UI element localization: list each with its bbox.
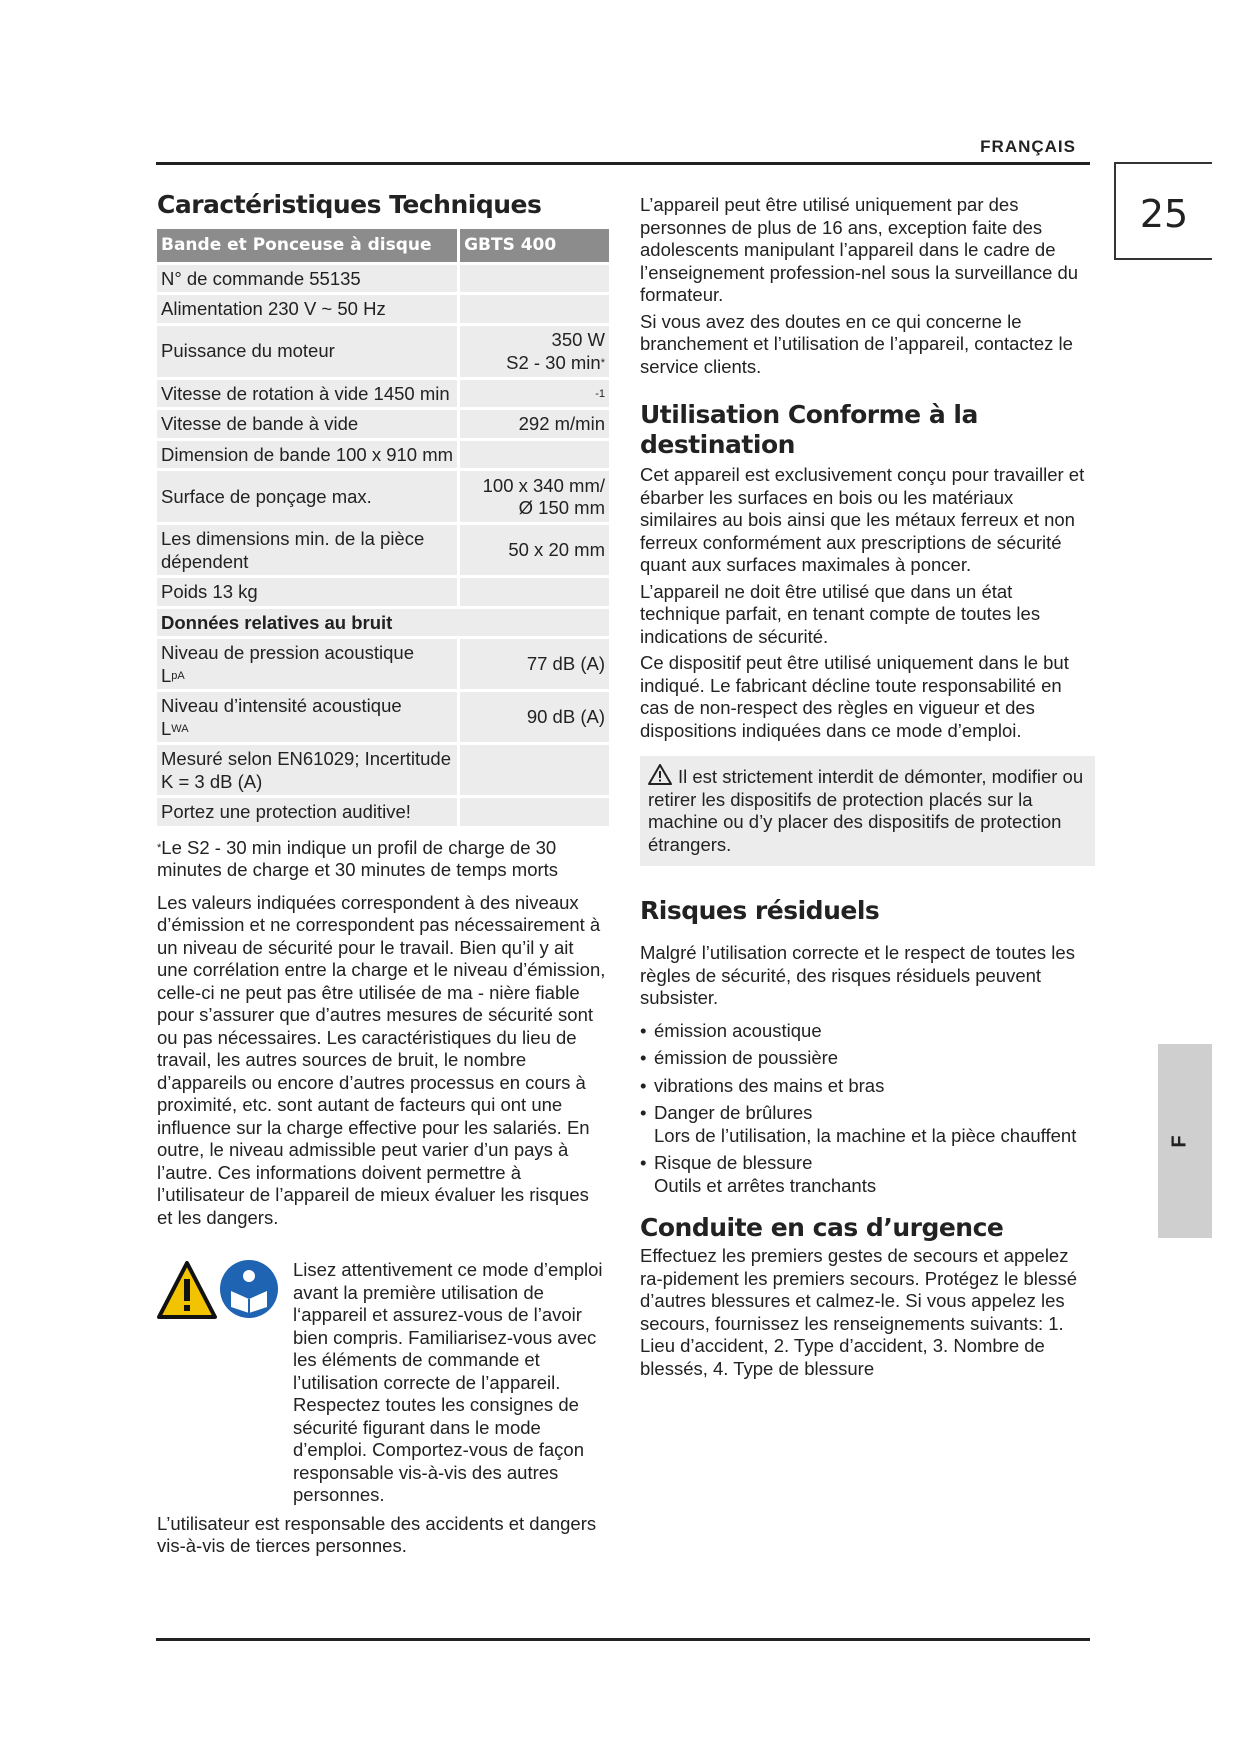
spec-label: Poids 13 kg <box>157 578 460 609</box>
table-section-row <box>157 609 609 640</box>
residual-risks-title: Risques résiduels <box>640 896 880 925</box>
spec-label: Surface de ponçage max. <box>157 471 460 525</box>
table-row <box>157 295 609 326</box>
spec-label: Alimentation 230 V ~ 50 Hz <box>157 295 460 326</box>
spec-value <box>460 380 609 411</box>
spec-value-line: 100 x 340 mm/ <box>482 474 605 496</box>
spec-value: 77 dB (A) <box>460 639 609 692</box>
spec-value: 292 m/min <box>460 410 609 441</box>
warning-triangle-icon <box>159 1263 215 1317</box>
list-item <box>640 1075 1095 1098</box>
table-header-product: Bande et Ponceuse à disque <box>157 229 460 265</box>
spec-value: 90 dB (A) <box>460 692 609 745</box>
risk-detail: Outils et arrêtes tranchants <box>654 1174 877 1196</box>
spec-label: Les dimensions min. de la pièce dépendent <box>157 525 460 578</box>
intended-use-p1: Cet appareil est exclusivement conçu pour travailler et ébarber les surfaces en bois ou les matériaux similaires au bois ainsi que les métaux ferreux et non ferreux conformément aux prescriptions de sécurité quant aux surfaces maximales à poncer. <box>640 464 1085 575</box>
page-number: 25 <box>1139 192 1189 236</box>
risk-main: • Risque de blessure <box>654 1152 813 1173</box>
noise-label: Niveau de pression acoustique <box>161 642 414 663</box>
top-divider <box>156 162 1090 165</box>
spec-value-line: Ø 150 mm <box>518 497 605 518</box>
table-row <box>157 798 609 829</box>
list-item <box>640 1152 1095 1197</box>
age-paragraph: L’appareil peut être utilisé uniquement par des personnes de plus de 16 ans, exception faite des adolescents manipulant l’appareil dans le cadre de l’enseignement profession-nel sous la surveillance du formateur. <box>640 194 1079 305</box>
noise-symbol <box>161 718 453 741</box>
table-row <box>157 326 609 380</box>
residual-risks-intro: Malgré l’utilisation correcte et le respect de toutes les règles de sécurité, des risques résiduels peuvent subsister. <box>640 942 1075 1008</box>
table-header-row <box>157 229 609 265</box>
table-row <box>157 471 609 525</box>
manual-paragraph: Lisez attentivement ce mode d’emploi avant la première utilisation de l‘appareil et assurez-vous de l’avoir bien compris. Familiarisez-vous avec les éléments de commande et l’utilisation correcte de l’appareil. Respectez toutes les consignes de sécurité figurant dans le mode d’emploi. Comportez-vous de façon responsable vis-à-vis des autres personnes. <box>293 1259 603 1505</box>
spec-value <box>460 798 609 829</box>
footnote-text: Le S2 - 30 min indique un profil de charge de 30 minutes de charge et 30 minutes de temps morts <box>157 836 559 880</box>
spec-value <box>460 471 609 525</box>
specs-title: Caractéristiques Techniques <box>157 190 542 219</box>
danger-notice-text: Il est strictement interdit de démonter, modifier ou retirer les dispositifs de protection placés sur la machine ou d’y placer des dispositifs de protection étrangers. <box>648 766 1084 855</box>
spec-value-text: S2 - 30 min <box>506 351 601 373</box>
spec-label <box>157 692 460 745</box>
spec-label: Portez une protection auditive! <box>157 798 460 829</box>
list-item <box>640 1020 1095 1043</box>
spec-value <box>460 745 609 798</box>
list-item <box>640 1102 1095 1147</box>
table-row <box>157 441 609 472</box>
spec-value-line: 350 W <box>551 329 605 350</box>
manual-warning-block <box>157 1259 609 1507</box>
intended-use-p3: Ce dispositif peut être utilisé uniquement dans le but indiqué. Le fabricant décline toute responsabilité en cas de non-respect des règles en vigueur et des dispositions indiquées dans ce mode d’emploi. <box>640 652 1069 741</box>
spec-label: Puissance du moteur <box>157 326 460 380</box>
read-manual-icon <box>220 1260 278 1318</box>
table-row <box>157 525 609 578</box>
spec-value <box>460 441 609 472</box>
intended-use-title: Utilisation Conforme à la destination <box>640 400 978 459</box>
responsibility-paragraph: L’utilisateur est responsable des accidents et dangers vis-à-vis de tierces personnes. <box>157 1512 597 1556</box>
footnote <box>157 837 609 882</box>
right-column <box>640 194 1095 1380</box>
spec-value-line <box>464 352 605 375</box>
intended-use-p2: L’appareil ne doit être utilisé que dans un état technique parfait, en tenant compte de toutes les indications de sécurité. <box>640 580 1041 647</box>
risk-detail: Lors de l’utilisation, la machine et la pièce chauffent <box>654 1124 1077 1146</box>
contact-paragraph: Si vous avez des doutes en ce qui concerne le branchement et l’utilisation de l’appareil, contactez le service clients. <box>640 310 1073 377</box>
spec-value <box>460 578 609 609</box>
table-row <box>157 745 609 798</box>
page-number-box <box>1114 162 1212 260</box>
spec-value <box>460 295 609 326</box>
footnote-marker: * <box>157 841 162 854</box>
emergency-title: Conduite en cas d’urgence <box>640 1213 1004 1242</box>
unit-exponent: -1 <box>595 387 605 400</box>
warning-and-manual-icons <box>157 1259 287 1321</box>
specs-table <box>157 229 609 829</box>
table-row <box>157 639 609 692</box>
language-label: FRANÇAIS <box>980 137 1076 156</box>
spec-label <box>157 639 460 692</box>
noise-paragraph: Les valeurs indiquées correspondent à des niveaux d’émission et ne correspondent pas nécessairement à un niveau de sécurité pour le travail. Bien qu’il y ait une corrélation entre la charge et le niveau d’émission, celle-ci ne peut pas être utilisée de ma - nière fiable pour s’assurer que d’autres mesures de sécurité sont ou pas nécessaires. Les caractéristiques du lieu de travail, les autres sources de bruit, le nombre d’appareils ou encore d’autres processus en cours à proximité, etc. sont autant de facteurs qui ont une influence sur la charge effective pour les salariés. En outre, le niveau admissible peut varier d’un pays à l’autre. Ces informations doivent permettre à l’utilisateur de l’appareil de mieux évaluer les risques et les dangers. <box>157 891 606 1228</box>
spec-label: Vitesse de rotation à vide 1450 min <box>157 380 460 411</box>
table-row <box>157 265 609 296</box>
side-tab-label: F <box>1168 1135 1191 1148</box>
noise-symbol <box>161 665 453 688</box>
danger-notice-box <box>640 756 1095 866</box>
noise-section-title: Données relatives au bruit <box>157 609 609 640</box>
risk-main: • Danger de brûlures <box>654 1102 813 1123</box>
noise-label: Niveau d’intensité acoustique <box>161 695 402 716</box>
spec-label: Mesuré selon EN61029; Incertitude K = 3 dB (A) <box>157 745 460 798</box>
noise-symbol-sub: WA <box>171 722 189 735</box>
spec-value <box>460 265 609 296</box>
noise-symbol-sub: pA <box>171 669 185 682</box>
risk-main: • émission acoustique <box>654 1019 822 1041</box>
table-row <box>157 578 609 609</box>
risk-main: • émission de poussière <box>654 1047 839 1068</box>
bottom-divider <box>156 1638 1090 1641</box>
table-row <box>157 410 609 441</box>
spec-label: Dimension de bande 100 x 910 mm <box>157 441 460 472</box>
risk-main: • vibrations des mains et bras <box>654 1074 885 1096</box>
table-row <box>157 692 609 745</box>
noise-symbol-letter: L <box>161 664 172 686</box>
noise-symbol-letter: L <box>161 717 172 739</box>
spec-label: Vitesse de bande à vide <box>157 410 460 441</box>
table-row <box>157 380 609 411</box>
left-column <box>157 190 609 1558</box>
table-header-model: GBTS 400 <box>460 229 609 265</box>
language-side-tab <box>1158 1044 1212 1238</box>
emergency-paragraph: Effectuez les premiers gestes de secours et appelez ra-pidement les premiers secours. Protégez le blessé d’autres blessures et calmez-le. Si vous appelez les secours, fournissez les renseignements suivants: 1. Lieu d’accident, 2. Type d’accident, 3. Nombre de blessés, 4. Type de blessure <box>640 1245 1077 1379</box>
footnote-marker: * <box>600 356 605 369</box>
list-item <box>640 1047 1095 1070</box>
spec-label: N° de commande 55135 <box>157 265 460 296</box>
warning-icon <box>648 764 672 785</box>
residual-risks-list <box>640 1020 1095 1198</box>
spec-value <box>460 326 609 380</box>
danger-notice <box>648 764 1087 856</box>
spec-value: 50 x 20 mm <box>460 525 609 578</box>
